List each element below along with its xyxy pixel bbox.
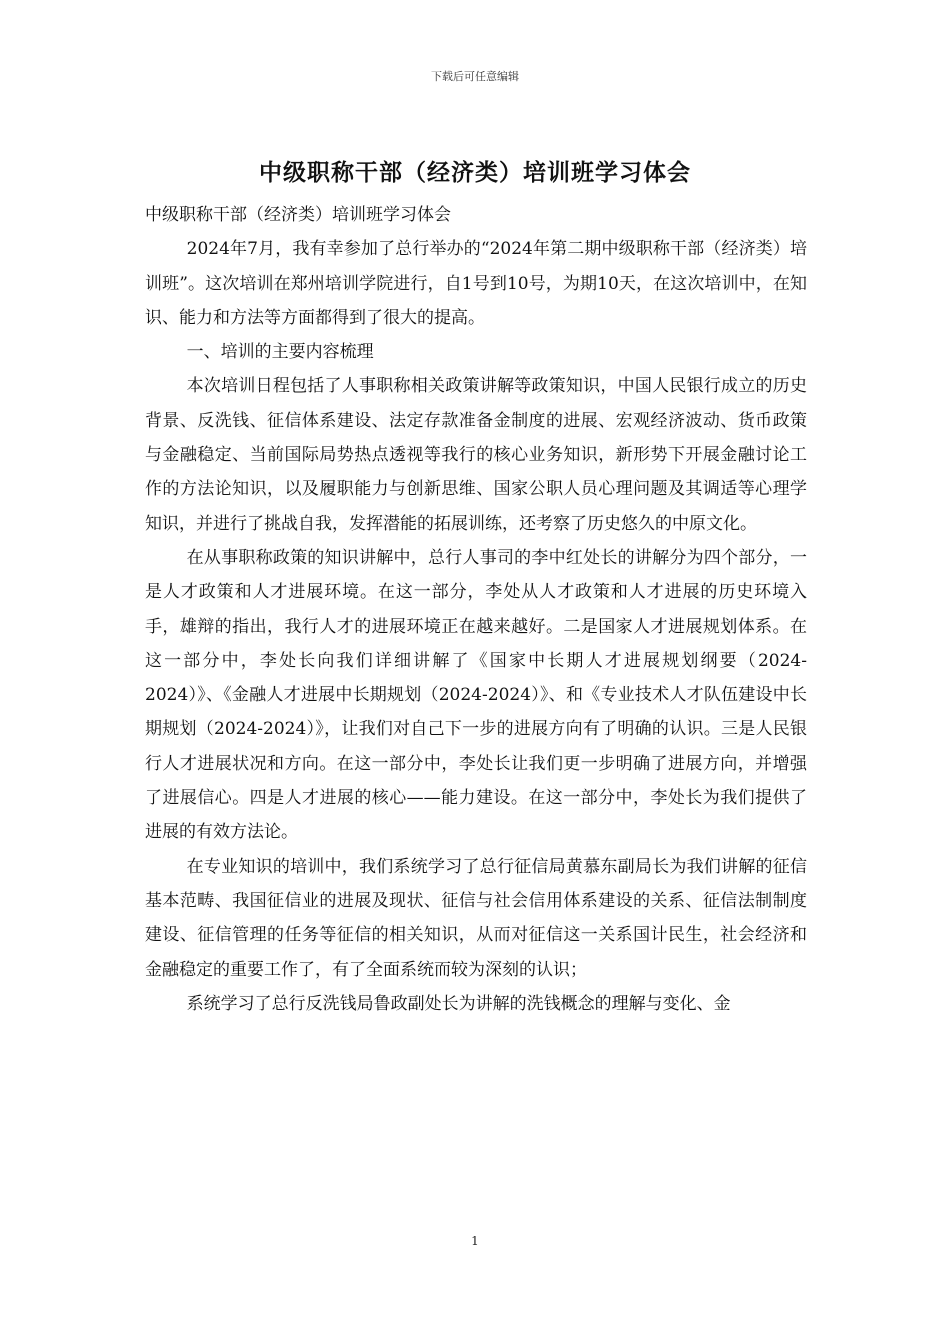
paragraph-aml-lecture: 系统学习了总行反洗钱局鲁政副处长为讲解的洗钱概念的理解与变化、金 — [186, 993, 731, 1014]
page-number: 1 — [471, 1234, 479, 1248]
paragraph-credit-lecture: 在专业知识的培训中，我们系统学习了总行征信局黄慕东副局长为我们讲解的征信基本范畴、我国征信业的进展及现状、征信与社会信用体系建设的关系、征信法制制度建设、征信管理的任务等征信的相关知识，从而对征信这一关系国计民生，社会经济和金融稳定的重要工作了，有了全面系统而较为深刻的认识； — [145, 856, 807, 980]
paragraph-training-overview: 本次培训日程包括了人事职称相关政策讲解等政策知识，中国人民银行成立的历史背景、反洗钱、征信体系建设、法定存款准备金制度的进展、宏观经济波动、货币政策与金融稳定、当前国际局势热点透视等我行的核心业务知识，新形势下开展金融讨论工作的方法论知识，以及履职能力与创新思维、国家公职人员心理问题及其调适等心理学知识，并进行了挑战自我，发挥潜能的拓展训练，还考察了历史悠久的中原文化。 — [145, 376, 807, 534]
section-heading: 一、培训的主要内容梳理 — [186, 342, 374, 363]
header-note: 下载后可任意编辑 — [431, 70, 519, 83]
document-body — [145, 198, 807, 1021]
document-subtitle: 中级职称干部（经济类）培训班学习体会 — [145, 205, 451, 225]
paragraph-intro: 2024年7月，我有幸参加了总行举办的“2024年第二期中级职称干部（经济类）培训班”。这次培训在郑州培训学院进行，自1号到10号，为期10天，在这次培训中，在知识、能力和方法等方面都得到了很大的提高。 — [145, 239, 807, 328]
paragraph-policy-lecture: 在从事职称政策的知识讲解中，总行人事司的李中红处长的讲解分为四个部分，一是人才政策和人才进展环境。在这一部分，李处从人才政策和人才进展的历史环境入手，雄辩的指出，我行人才的进展环境正在越来越好。二是国家人才进展规划体系。在这一部分中，李处长向我们详细讲解了《国家中长期人才进展规划纲要（2024-2024）》、《金融人才进展中长期规划（2024-2024）》、和《专业技术人才队伍建设中长期规划（2024-2024）》，让我们对自己下一步的进展方向有了明确的认识。三是人民银行人才进展状况和方向。在这一部分中，李处长让我们更一步明确了进展方向，并增强了进展信心。四是人才进展的核心——能力建设。在这一部分中，李处长为我们提供了进展的有效方法论。 — [145, 547, 807, 843]
document-title: 中级职称干部（经济类）培训班学习体会 — [259, 159, 691, 186]
